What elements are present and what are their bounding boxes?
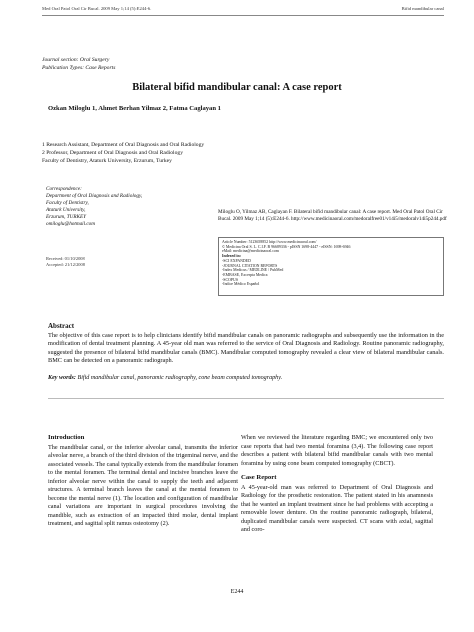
indexed-in-label: Indexed in:: [222, 254, 241, 259]
running-header-citation: Med Oral Patol Oral Cir Bucal. 2009 May 1;14 (5):E244-6.: [42, 6, 152, 11]
indexing-box: [218, 237, 444, 296]
abstract-text: The objective of this case report is to help clinicians identify bifid mandibular canals on panoramic radiographs and subsequently use the information in the modification of dental treatment planning. A 45-year old man was referred to the service of Oral Diagnosis and Radiology. Routine panoramic radiography, suggested the presence of bilateral bifid mandibular canals (BMC). Mandibular computed tomography revealed a clear view of bilateral mandibular canals. BMC can be detected on a panoramic radiograph.: [48, 332, 444, 365]
header-divider: [42, 15, 444, 16]
introduction-text: The mandibular canal, or the inferior alveolar canal, transmits the inferior alveolar nerve, a branch of the third division of the trigeminal nerve, and the associated vessels. The canal typically extends from the mandibular foramen to the mental foramen. The terminal dental and incisive branches leave the inferior alveolar nerve within the canal to supply the teeth and adjacent structures. A terminal branch leaves the canal at the mental foramen to become the mental nerve (1). The location and configuration of mandibular canal variations are important in surgical procedures involving the mandible, such as extraction of an impacted third molar, dental implant treatment, and sagittal split ramus osteotomy (2).: [48, 443, 238, 527]
index-entry: -SCI EXPANDED: [222, 258, 251, 263]
affiliation-2: 2 Professor, Department of Oral Diagnosis and Oral Radiology: [42, 150, 183, 156]
index-entry: -JOURNAL CITATION REPORTS: [222, 263, 278, 268]
section-divider: [48, 398, 444, 399]
right-column: [241, 434, 433, 535]
page-number: E244: [230, 589, 244, 595]
running-header-title: Bifid mandibular canal: [401, 6, 444, 11]
case-report-text: A 45-year-old man was referred to Department of Oral Diagnosis and Radiology for the prosthetic restoration. The patient stated in his anamnesis that he wanted an implant treatment since he had problems with accepting a removable lower denture. On the routine panoramic radiograph, bilateral, duplicated mandibular canals were suspected. CT scans with axial, sagittal and coro-: [241, 483, 433, 533]
accepted-date: Accepted: 21/12/2008: [46, 262, 85, 267]
affiliation-1: 1 Research Assistant, Department of Oral Diagnosis and Oral Radiology: [42, 142, 205, 148]
correspondence-label: Correspondence:: [46, 186, 82, 192]
correspondence-line: Ataturk University,: [46, 207, 86, 213]
paper-title: Bilateral bifid mandibular canal: A case report: [132, 82, 342, 93]
submission-dates: [46, 256, 85, 268]
index-entry: -Index Medicus / MEDLINE / PubMed: [222, 268, 284, 273]
keywords-label: Key words:: [48, 374, 76, 381]
index-entry: -Indice Médico Español: [222, 282, 260, 287]
article-number-line: Article Number: 5123658852 http://www.medicinaoral.com/: [222, 240, 317, 244]
journal-section: Journal section: Oral Surgery: [42, 57, 110, 63]
abstract-heading: Abstract: [48, 322, 75, 330]
case-report-heading: Case Report: [241, 474, 277, 481]
left-column: [48, 434, 238, 529]
received-date: Received: 01/10/2008: [46, 256, 85, 261]
abstract-section: [48, 322, 444, 381]
index-entry: -SCOPUS: [222, 277, 239, 282]
affiliation-3: Faculty of Dentistry, Ataturk University, Erzurum, Turkey: [42, 158, 172, 164]
introduction-continued-text: When we reviewed the literature regarding BMC; we encountered only two case reports that had two mental foramina (3,4). The following case report describes a patient with bilateral bifid mandibular canals with two mental foramina by using cone beam computed tomography (CBCT).: [241, 434, 433, 467]
author-list: Ozkan Miloglu 1, Ahmet Berhan Yilmaz 2, Fatma Caglayan 1: [48, 105, 221, 112]
index-entry: -EMBASE, Excerpta Medica: [222, 272, 268, 277]
correspondence-block: [46, 186, 142, 228]
correspondence-email[interactable]: omiloglu@hotmail.com: [46, 221, 96, 227]
issn-line: © Medicina Oral S. L. C.I.F. B 96689336 - pISSN 1698-4447 - eISSN: 1698-6946: [222, 244, 351, 249]
correspondence-line: Department of Oral Diagnosis and Radiology,: [46, 193, 143, 199]
publication-type: Publication Types: Case Reports: [42, 65, 116, 71]
introduction-heading: Introduction: [48, 434, 85, 441]
email-line: eMail: medicina@medicinaoral.com: [222, 249, 279, 254]
citation-block: Miloglu O, Yilmaz AB, Caglayan F. Bilateral bifid mandibular canal: A case report. Med Oral Patol Oral Cir Bucal. 2009 May 1;14 (5):E244-6. http://www.medicinaoral.com/medoralfree01/v14i5/medoralv14i5p244.pdf: [218, 209, 447, 222]
keywords-line: [48, 375, 444, 381]
correspondence-line: Erzurum, TURKEY: [46, 214, 87, 220]
correspondence-line: Faculty of Dentistry,: [46, 200, 89, 206]
keywords-text: Bifid mandibular canal, panoramic radiography, cone beam computed tomography.: [77, 374, 283, 381]
